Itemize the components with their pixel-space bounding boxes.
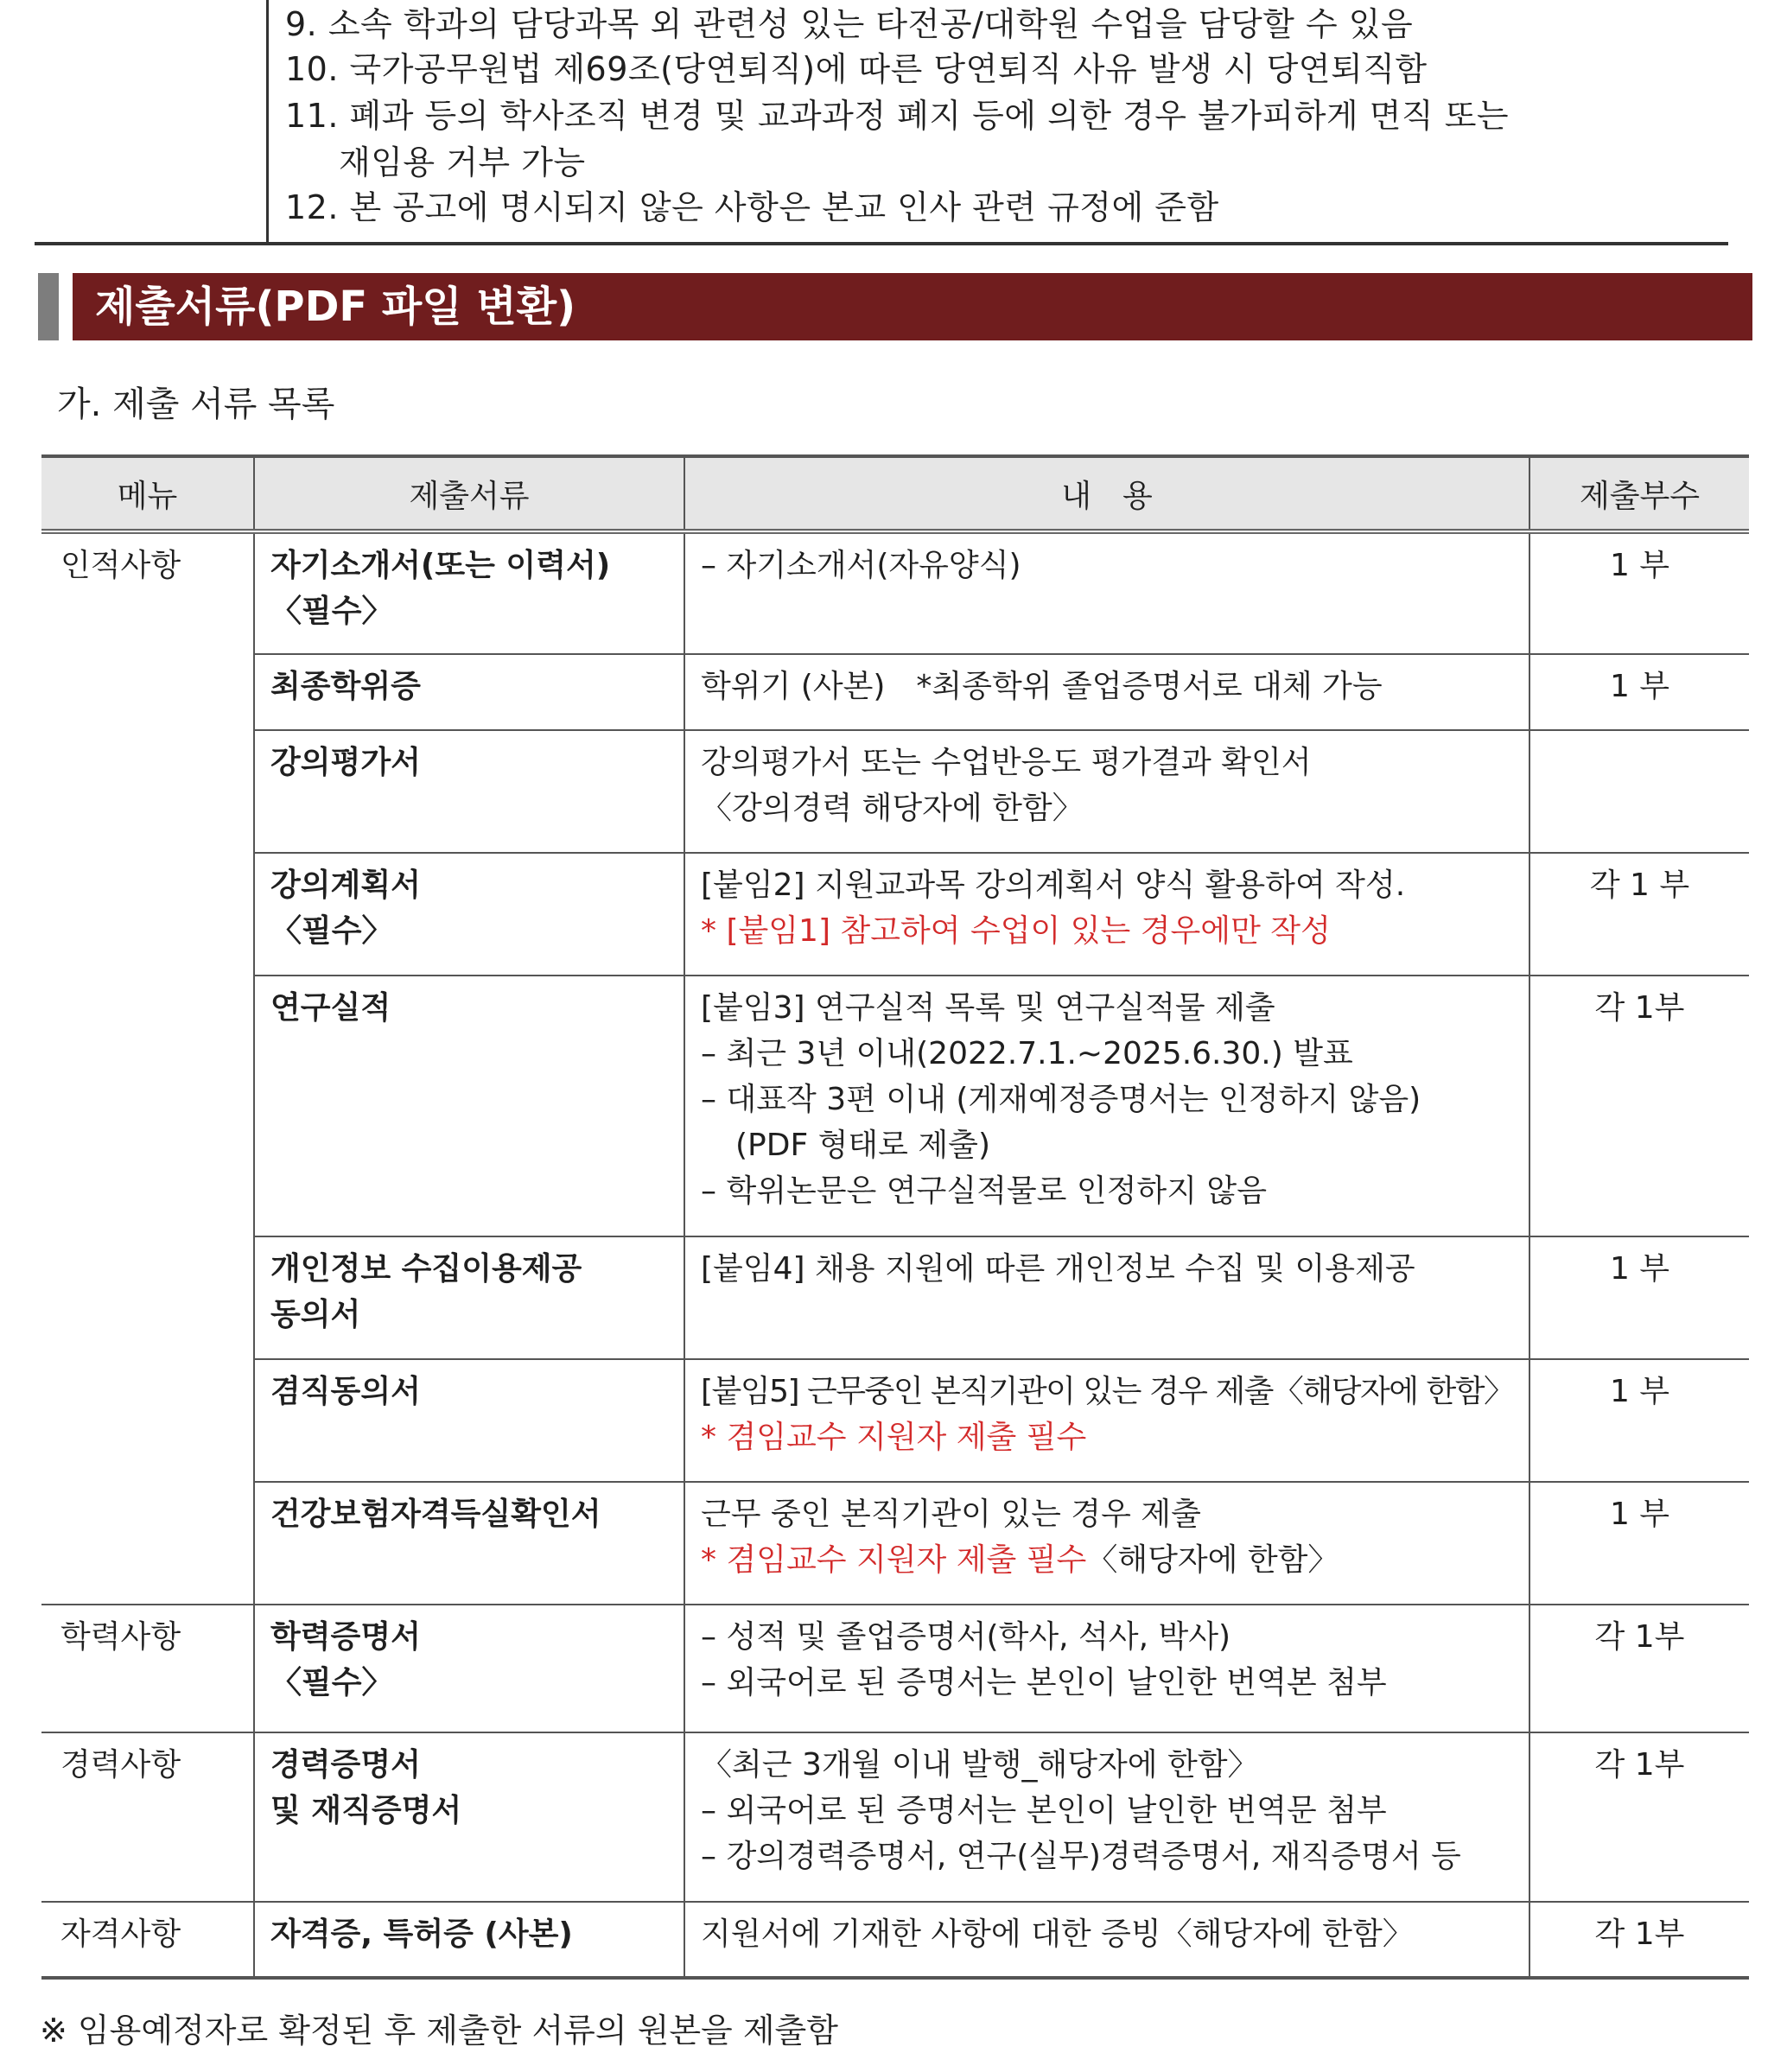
table-row [41,1732,1749,1902]
content-note-red: * 겸임교수 지원자 제출 필수 [701,1542,1087,1578]
copies-cell: 1 부 [1529,531,1749,654]
content-line: [붙임3] 연구실적 목록 및 연구실적물 제출 [701,990,1275,1026]
document-cell [254,1482,684,1605]
document-name: 강의계획서 [270,868,421,903]
table-row [41,853,1749,976]
content-cell [684,1359,1529,1482]
document-name: 연구실적 [270,990,391,1026]
content-line: 학위기 (사본) *최종학위 졸업증명서로 대체 가능 [701,669,1383,704]
content-cell [684,1482,1529,1605]
table-row [41,1482,1749,1605]
copies-cell: 각 1부 [1529,1732,1749,1902]
table-header-row [41,456,1749,531]
section-header [38,273,1752,340]
copies-cell: 1 부 [1529,1482,1749,1605]
content-note-red: * 겸임교수 지원자 제출 필수 [701,1420,1087,1455]
copies-cell [1529,730,1749,853]
content-line: [붙임4] 채용 지원에 따른 개인정보 수집 및 이용제공 [701,1251,1415,1287]
content-cell [684,730,1529,853]
document-cell [254,1359,684,1482]
content-line-mixed [701,1537,1513,1583]
note-item-11-cont: 재임용 거부 가능 [339,143,586,181]
menu-cell [41,976,254,1236]
content-note-tail: 〈해당자에 한함〉 [1086,1542,1339,1578]
copies-cell: 각 1부 [1529,1605,1749,1732]
section-title: 제출서류(PDF 파일 변환) [95,283,576,331]
note-item-10: 10. 국가공무원법 제69조(당연퇴직)에 따른 당연퇴직 사유 발생 시 당연퇴직함 [285,50,1428,88]
note-item-12: 12. 본 공고에 명시되지 않은 사항은 본교 인사 관련 규정에 준함 [285,188,1219,226]
table-row [41,1236,1749,1359]
content-line: (PDF 형태로 제출) [735,1128,990,1163]
document-name: 경력증명서 [270,1747,421,1783]
document-name: 강의평가서 [270,745,421,780]
menu-cell: 자격사항 [41,1902,254,1978]
content-line: – 학위논문은 연구실적물로 인정하지 않음 [701,1173,1267,1209]
note-item-9: 9. 소속 학과의 담당과목 외 관련성 있는 타전공/대학원 수업을 담당할 수 있음 [285,5,1414,43]
menu-cell [41,1359,254,1482]
content-line: 강의평가서 또는 수업반응도 평가결과 확인서 [701,745,1312,780]
content-cell [684,1732,1529,1902]
content-line: 〈강의경력 해당자에 한함〉 [701,791,1084,826]
content-line: – 강의경력증명서, 연구(실무)경력증명서, 재직증명서 등 [701,1839,1461,1874]
menu-cell [41,1236,254,1359]
document-name: 겸직동의서 [270,1374,421,1409]
document-cell [254,654,684,730]
section-header-stub [38,273,59,340]
header-content: 내 용 [684,456,1529,531]
document-cell [254,531,684,654]
content-cell [684,1902,1529,1978]
content-line: – 성적 및 졸업증명서(학사, 석사, 박사) [701,1619,1231,1655]
table-row [41,976,1749,1236]
table-row [41,1605,1749,1732]
table-row [41,1359,1749,1482]
table-row [41,1902,1749,1978]
content-line: – 외국어로 된 증명서는 본인이 날인한 번역문 첨부 [701,1793,1387,1828]
content-line: – 자기소개서(자유양식) [701,548,1021,583]
content-cell [684,1236,1529,1359]
copies-cell: 1 부 [1529,1236,1749,1359]
content-cell [684,976,1529,1236]
table-row [41,531,1749,654]
document-name: 개인정보 수집이용제공 [270,1251,582,1287]
document-name: 학력증명서 [270,1619,421,1655]
document-name-cont: 및 재직증명서 [270,1793,462,1828]
copies-cell: 1 부 [1529,654,1749,730]
required-tag: 〈필수〉 [270,1665,393,1700]
menu-cell [41,654,254,730]
table-row [41,730,1749,853]
document-cell [254,976,684,1236]
content-cell [684,654,1529,730]
document-name: 건강보험자격득실확인서 [270,1497,601,1532]
document-name: 자기소개서(또는 이력서) [270,548,611,583]
document-cell [254,1236,684,1359]
content-line: [붙임2] 지원교과목 강의계획서 양식 활용하여 작성. [701,868,1406,903]
copies-cell: 각 1부 [1529,976,1749,1236]
documents-table [41,454,1749,1980]
content-line: – 최근 3년 이내(2022.7.1.~2025.6.30.) 발표 [701,1036,1353,1071]
content-cell [684,1605,1529,1732]
document-cell [254,730,684,853]
content-line: [붙임5] 근무중인 본직기관이 있는 경우 제출〈해당자에 한함〉 [701,1374,1514,1409]
menu-cell [41,730,254,853]
document-cell [254,853,684,976]
subheading: 가. 제출 서류 목록 [57,385,335,424]
required-tag: 〈필수〉 [270,594,393,629]
divider [35,242,1728,245]
document-name: 자격증, 특허증 (사본) [270,1916,573,1952]
header-copies: 제출부수 [1529,456,1749,531]
required-tag: 〈필수〉 [270,913,393,949]
header-document: 제출서류 [254,456,684,531]
note-item-11: 11. 폐과 등의 학사조직 변경 및 교과과정 폐지 등에 의한 경우 불가피하게 면직 또는 [285,97,1510,135]
content-line: 근무 중인 본직기관이 있는 경우 제출 [701,1497,1201,1532]
content-note-red: * [붙임1] 참고하여 수업이 있는 경우에만 작성 [701,913,1331,949]
header-menu: 메뉴 [41,456,254,531]
document-name-cont: 동의서 [270,1297,361,1332]
document-cell [254,1902,684,1978]
document-name: 최종학위증 [270,669,421,704]
copies-cell: 1 부 [1529,1359,1749,1482]
copies-cell: 각 1부 [1529,1902,1749,1978]
content-line: 〈최근 3개월 이내 발행_해당자에 한함〉 [701,1747,1259,1783]
document-cell [254,1605,684,1732]
menu-cell [41,1482,254,1605]
content-line: 지원서에 기재한 사항에 대한 증빙〈해당자에 한함〉 [701,1916,1414,1952]
menu-cell: 인적사항 [41,531,254,654]
copies-cell: 각 1 부 [1529,853,1749,976]
footnote: ※ 임용예정자로 확정된 후 제출한 서류의 원본을 제출함 [40,2012,838,2050]
content-cell [684,531,1529,654]
content-cell [684,853,1529,976]
menu-cell: 경력사항 [41,1732,254,1902]
content-line: – 외국어로 된 증명서는 본인이 날인한 번역본 첨부 [701,1665,1387,1700]
content-line: – 대표작 3편 이내 (게재예정증명서는 인정하지 않음) [701,1082,1421,1117]
menu-cell: 학력사항 [41,1605,254,1732]
document-cell [254,1732,684,1902]
menu-cell [41,853,254,976]
table-row [41,654,1749,730]
